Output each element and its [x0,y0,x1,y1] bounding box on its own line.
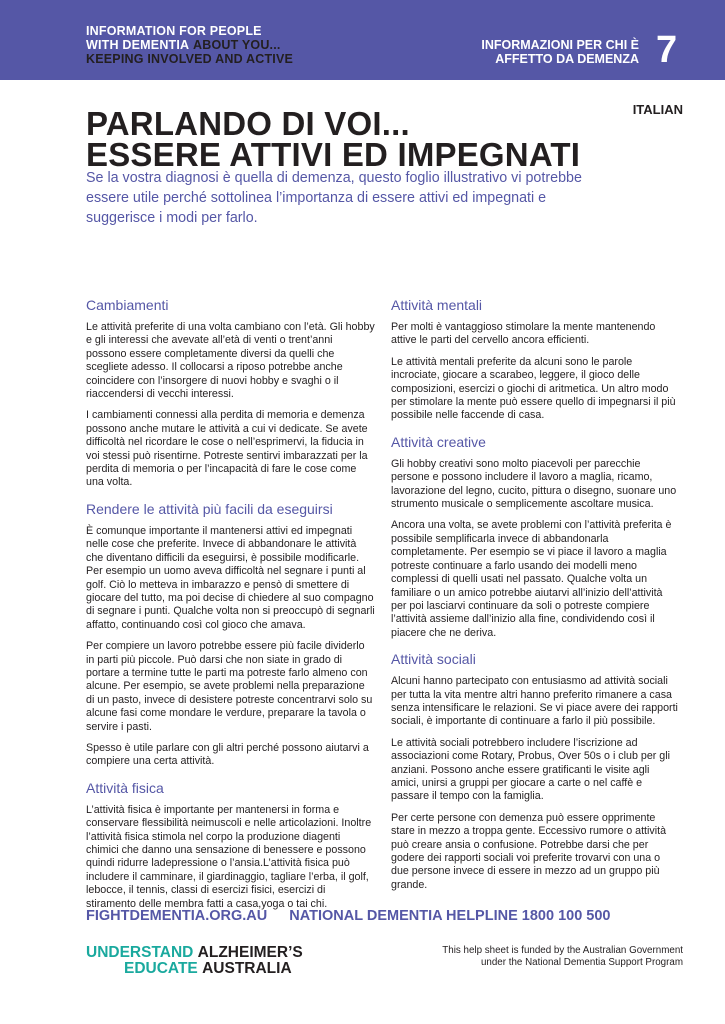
paragraph: L’attività fisica è importante per mantenersi in forma e conservare flessibilità neimuscoli e nelle articolazioni. Inoltre l’attività fisica stimola nel corpo la produzione diagenti chimici che danno una sensazione di benessere e possono quindi ridurre ladepressione o l’ansia.L’attività fisica può includere il camminare, il giardinaggio, tagliare l’erba, il golf, lebocce, il tennis, classi di esercizi fisici, esercizi di stiramento delle membra fatti a casa,yoga o tai chi. [86,803,372,910]
header-italian-title [481,38,639,66]
section-heading-attivita-fisica: Attività fisica [86,779,164,796]
header-line-2a: WITH DEMENTIA [86,38,190,52]
logo-word-australia: AUSTRALIA [202,960,292,977]
section-heading-rendere-attivita: Rendere le attività più facili da eseguirsi [86,500,333,517]
title-line-2: ESSERE ATTIVI ED IMPEGNATI [86,136,581,173]
title-line-1: PARLANDO DI VOI... [86,105,410,142]
logo-word-alzheimers: ALZHEIMER’S [197,944,303,961]
website-link[interactable]: FIGHTDEMENTIA.ORG.AU [86,908,268,924]
funding-line-2: under the National Dementia Support Program [480,957,683,968]
section-heading-attivita-creative: Attività creative [391,433,486,450]
logo-line-1 [86,945,303,961]
header-right-line-1: INFORMAZIONI PER CHI È [481,38,639,52]
paragraph: Per certe persone con demenza può essere opprimente stare in mezzo a troppa gente. Eccessivo rumore o attività può creare ansia o confusione. Potrebbe darsi che per godere dei rapporti sociali voi preferite trovarvi con una o due persone invece di essere in mezzo ad un gruppo più grande. [391,811,667,891]
right-column [391,296,680,900]
section-heading-attivita-sociali: Attività sociali [391,651,476,668]
footer-links [86,908,611,924]
page-title [86,105,581,173]
paragraph: Ancora una volta, se avete problemi con l’attività preferita è possibile semplificarla invece di abbandonarla completamente. Per esempio se vi piace il lavoro a maglia potreste continuare a farlo usando dei modelli meno complessi di quelli usati nel passato. Qualche volta un familiare o un amico potrebbe aiutarvi all’inizio dell’attività per poi lasciarvi continuare da soli o potreste compiere l’attività assieme dall’inizio alla fine, condividendo così il piacere che ne deriva. [391,519,672,639]
logo-word-understand: UNDERSTAND [86,944,194,961]
header-line-3: KEEPING INVOLVED AND ACTIVE [86,52,294,66]
paragraph: Per molti è vantaggioso stimolare la mente mantenendo attive le parti del cervello ancora efficienti. [391,321,656,347]
paragraph: Per compiere un lavoro potrebbe essere più facile dividerlo in parti più piccole. Può darsi che non siate in grado di portare a termine tutte le parti ma potreste farlo almeno con alcune. Per esempio, se avete problemi nella preparazione di un pasto, invece di desistere potreste concentrarvi solo su alcune fasi come mondare le verdure, preparare la tavola o servire i pasti. [86,640,373,733]
section-heading-attivita-mentali: Attività mentali [391,297,483,313]
header-band [0,0,725,80]
paragraph: È comunque importante il mantenersi attivi ed impegnati nelle cose che preferite. Invece di abbandonare le attività che diventano difficili da eseguirsi, è possibile modificarle. Per esempio un uomo aveva difficoltà nel segnare i punti al golf. Ciò lo metteva in imbarazzo e pensò di smettere di giocare del tutto, ma poi decise di chiedere al suo compagno di segnare i punti. Qualche volta non si preoccupò di segnarli affatto, continuando così col gioco che amava. [86,524,375,631]
organisation-logo [86,945,303,977]
paragraph: Le attività mentali preferite da alcuni sono le parole incrociate, giocare a scarabeo, leggere, il gioco delle composizioni, esercizi o giochi di aritmetica. Un altro modo per stimolare la mente può essere quello di impegnarsi il più possibile nelle faccende di casa. [391,355,676,422]
language-label: ITALIAN [632,102,683,117]
header-line-1: INFORMATION FOR PEOPLE [86,24,262,38]
paragraph: Le attività sociali potrebbero includere l’iscrizione ad associazioni come Rotary, Probus, Over 50s o i club per gli anziani. Possono anche essere gratificanti le visite agli amici, unirsi a gruppi per giocare a carte o nel caffè e passare il tempo con la famiglia. [391,736,670,803]
header-accent: ABOUT YOU... [192,38,281,52]
paragraph: Spesso è utile parlare con gli altri perché possono aiutarvi a compiere una certa attività. [86,741,369,768]
logo-line-2 [86,961,303,977]
left-column [86,296,375,919]
intro-paragraph: Se la vostra diagnosi è quella di demenza, questo foglio illustrativo vi potrebbe essere utile perché sottolinea l’importanza di essere attivi ed impegnati e suggerisce i modi per farlo. [86,170,582,226]
section-heading-cambiamenti: Cambiamenti [86,297,169,313]
paragraph: Le attività preferite di una volta cambiano con l’età. Gli hobby e gli interessi che avevate all’età di venti o trent’anni possono essere completamente diversi da quelli che scegliete adesso. Il collocarsi a riposo potrebbe anche coincidere con l’insorgere di nuovi hobby e svaghi o il riaccendersi di vecchi interessi. [86,321,375,401]
paragraph: Gli hobby creativi sono molto piacevoli per parecchie persone e possono includere il lavoro a maglia, ricamo, lavorazione del legno, cucito, pittura o disegno, suonare uno strumento musicale o semplicemente ascoltare musica. [391,457,677,511]
sheet-number: 7 [656,29,678,71]
helpline-text: NATIONAL DEMENTIA HELPLINE 1800 100 500 [289,908,611,924]
paragraph: I cambiamenti connessi alla perdita di memoria e demenza possono anche mutare le attività a cui vi dedicate. Se avete difficoltà nel ricordare le cose o nell’esprimervi, la fiducia in voi stessi può risentirne. Potreste sentirvi imbarazzati per la perdita di memoria o per l’incapacità di fare le cose come una volta. [86,409,368,489]
paragraph: Alcuni hanno partecipato con entusiasmo ad attività sociali per tutta la vita mentre altri hanno preferito rimanere a casa senza intensificare le relazioni. Se vi piace avere dei rapporti sociali, è importante di continuare a farlo il più possibile. [391,675,678,728]
funding-line-1: This help sheet is funded by the Australian Government [442,945,683,956]
header-line-2 [86,38,293,52]
header-english-title [86,24,293,66]
funding-statement [442,945,683,969]
header-right-line-2: AFFETTO DA DEMENZA [495,52,639,66]
logo-word-educate: EDUCATE [124,960,198,977]
